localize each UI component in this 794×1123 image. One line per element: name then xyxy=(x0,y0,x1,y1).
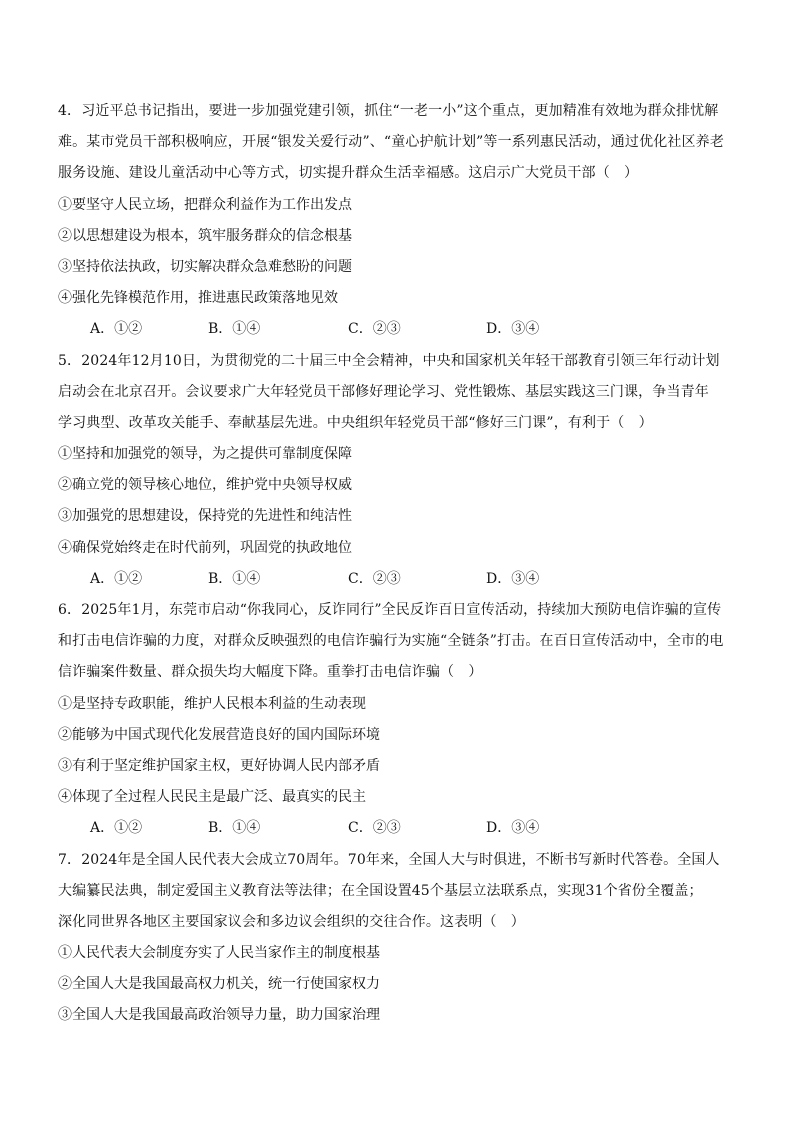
statement-option: ④体现了全过程人民民主是最广泛、最真实的民主 xyxy=(58,789,366,806)
choice-d: D．③④ xyxy=(486,820,540,837)
choice-d: D．③④ xyxy=(486,321,540,338)
statement-option: ④确保党始终走在时代前列，巩固党的执政地位 xyxy=(58,539,352,556)
choice-b: B．①④ xyxy=(208,570,261,587)
choice-d: D．③④ xyxy=(486,570,540,587)
statement-option: ②以思想建设为根本，筑牢服务群众的信念根基 xyxy=(58,227,352,244)
choice-a: A．①② xyxy=(90,570,143,587)
question-7 xyxy=(58,845,736,1032)
question-list xyxy=(58,96,736,1032)
question-stem-line: 大编纂民法典，制定爱国主义教育法等法律；在全国设置45个基层立法联系点，实现31个省份全覆盖； xyxy=(58,882,703,899)
statement-option: ②全国人大是我国最高权力机关，统一行使国家权力 xyxy=(58,976,380,993)
choice-b: B．①④ xyxy=(208,321,261,338)
statement-option: ①要坚守人民立场，把群众利益作为工作出发点 xyxy=(58,196,352,213)
question-stem-line: 5．2024年12月10日，为贯彻党的二十届三中全会精神，中央和国家机关年轻干部教育引领三年行动计划 xyxy=(58,352,720,369)
answer-choices xyxy=(58,813,736,844)
statement-option: ③加强党的思想建设，保持党的先进性和纯洁性 xyxy=(58,508,352,525)
statement-option: ③有利于坚定维护国家主权，更好协调人民内部矛盾 xyxy=(58,757,380,774)
question-stem-line: 深化同世界各地区主要国家议会和多边议会组织的交往合作。这表明（ ） xyxy=(58,913,525,930)
question-stem-line: 4．习近平总书记指出，要进一步加强党建引领，抓住“一老一小”这个重点，更加精准有效地为群众排忧解 xyxy=(58,103,719,119)
question-stem-line: 信诈骗案件数量、群众损失均大幅度下降。重拳打击电信诈骗（ ） xyxy=(58,664,483,681)
statement-option: ③坚持依法执政，切实解决群众急难愁盼的问题 xyxy=(58,258,352,275)
statement-option: ①坚持和加强党的领导，为之提供可靠制度保障 xyxy=(58,446,352,463)
choice-b: B．①④ xyxy=(208,820,261,837)
choice-c: C．②③ xyxy=(348,820,401,837)
statement-option: ③全国人大是我国最高政治领导力量，助力国家治理 xyxy=(58,1007,380,1024)
statement-option: ②能够为中国式现代化发展营造良好的国内国际环境 xyxy=(58,726,380,743)
answer-choices xyxy=(58,314,736,345)
question-stem-line: 7．2024年是全国人民代表大会成立70周年。70年来，全国人大与时俱进，不断书写新时代答卷。全国人 xyxy=(58,851,720,868)
question-stem-line: 和打击电信诈骗的力度，对群众反映强烈的电信诈骗行为实施“全链条”打击。在百日宣传活动中，全市的电 xyxy=(58,633,724,650)
question-stem-line: 启动会在北京召开。会议要求广大年轻党员干部修好理论学习、党性锻炼、基层实践这三门课，争当青年 xyxy=(58,383,709,400)
choice-c: C．②③ xyxy=(348,321,401,338)
question-stem-line: 服务设施、建设儿童活动中心等方式，切实提升群众生活幸福感。这启示广大党员干部（ ） xyxy=(58,165,639,182)
answer-choices xyxy=(58,564,736,595)
question-5 xyxy=(58,346,736,596)
question-6 xyxy=(58,595,736,845)
question-stem-line: 难。某市党员干部积极响应，开展“银发关爱行动”、“童心护航计划”等一系列惠民活动，通过优化社区养老 xyxy=(58,134,724,151)
statement-option: ④强化先锋模范作用，推进惠民政策落地见效 xyxy=(58,290,338,307)
statement-option: ①人民代表大会制度夯实了人民当家作主的制度根基 xyxy=(58,945,380,962)
choice-a: A．①② xyxy=(90,820,143,837)
statement-option: ①是坚持专政职能，维护人民根本利益的生动表现 xyxy=(58,695,366,712)
question-stem-line: 6．2025年1月，东莞市启动“你我同心，反诈同行”全民反诈百日宣传活动，持续加大预防电信诈骗的宣传 xyxy=(58,602,722,618)
choice-c: C．②③ xyxy=(348,570,401,587)
choice-a: A．①② xyxy=(90,321,143,338)
question-stem-line: 学习典型、改革攻关能手、奉献基层先进。中央组织年轻党员干部“修好三门课”，有利于（ ） xyxy=(58,414,653,431)
question-4 xyxy=(58,96,736,346)
statement-option: ②确立党的领导核心地位，维护党中央领导权威 xyxy=(58,477,352,494)
